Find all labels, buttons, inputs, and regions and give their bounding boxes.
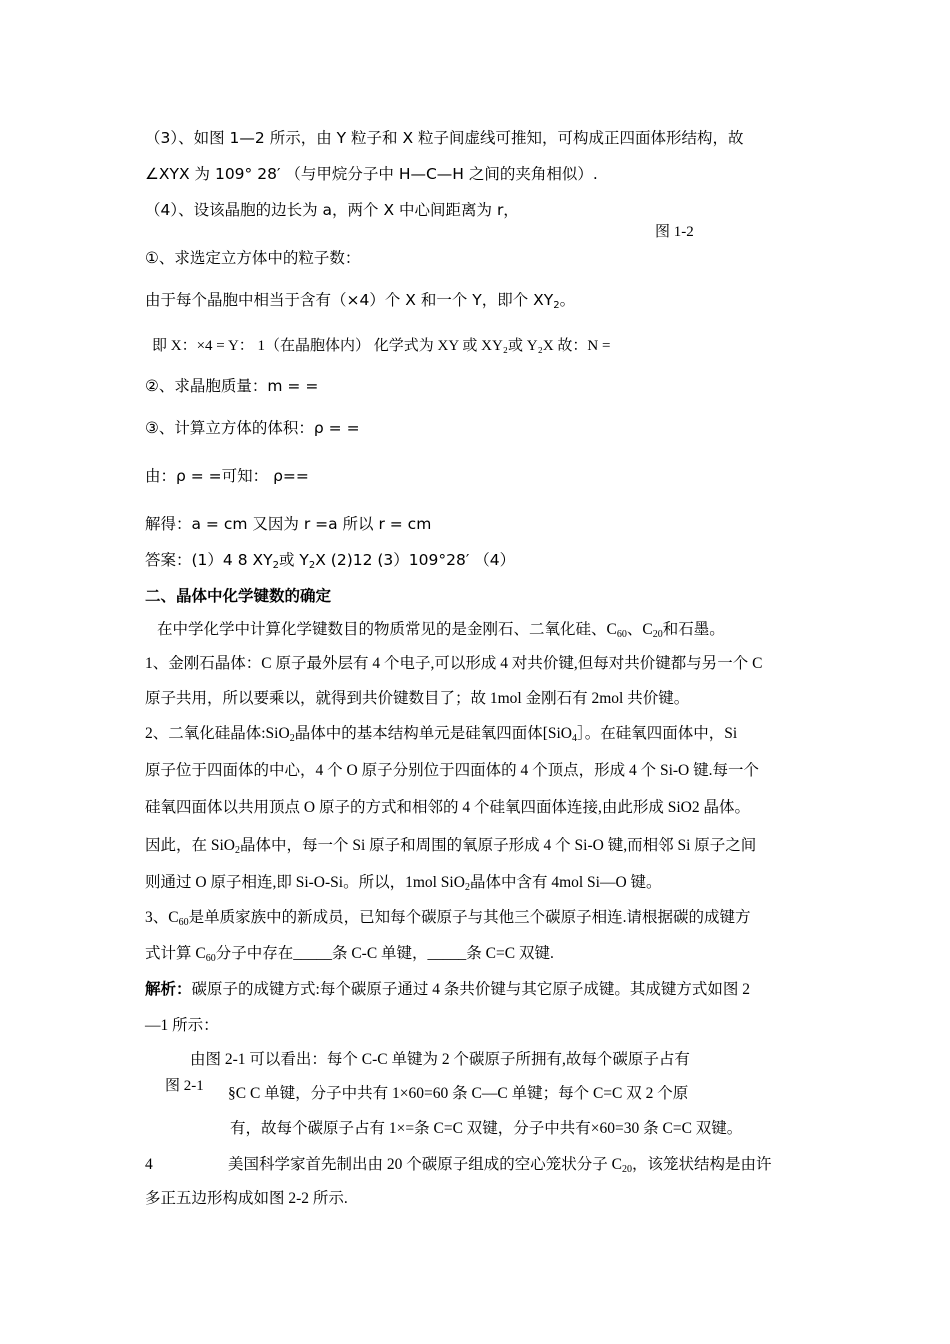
para-3-line-2: ∠XYX 为 109° 28′ （与甲烷分子中 H—C—H 之间的夹角相似）. (145, 165, 598, 183)
answer-line: 答案：(1）4 8 $XY_2$或 $Y_2X$ (2)12 (3）109°28′ （4） (145, 551, 516, 571)
sio2-line-4: 因此，在 SiO$_2$晶体中，每一个 Si 原子和周围的氧原子形成 4 个 Si-O 键,而相邻 Si 原子之间 (145, 837, 757, 856)
intro-line: 在中学化学中计算化学键数目的物质常见的是金刚石、二氧化硅、$C_{60}$、$C_{20}$和石墨。 (157, 621, 725, 640)
sio2-line-2: 原子位于四面体的中心，4 个 O 原子分别位于四面体的 4 个顶点，形成 4 个 Si-O 键.每一个 (145, 762, 759, 779)
ratio-line: 即 X：×4 = Y： 1（在晶胞体内） 化学式为 XY 或 XY₂或 Y₂X 故：N = (152, 338, 611, 354)
analysis-line-2: —1 所示： (145, 1017, 219, 1034)
c60-line-2: 式计算 $C_{60}$分子中存在_____条 C-C 单键，_____条 C=C 双键. (145, 945, 554, 964)
sio2-line-1: 2、二氧化硅晶体:SiO$_2$晶体中的基本结构单元是硅氧四面体[SiO$_4$］。在硅氧四面体中，Si (145, 725, 738, 744)
section-2-heading: 二、晶体中化学键数的确定 (145, 587, 332, 605)
sio2-line-5: 则通过 O 原子相连,即 Si-O-Si。所以，1mol SiO$_2$晶体中含有 4mol Si—O 键。 (145, 874, 662, 893)
para-3-line-1: （3）、如图 1—2 所示，由 Y 粒子和 X 粒子间虚线可推知，可构成正四面体形结构，故 (145, 129, 744, 147)
fig21-text-2: §C C 单键，分子中共有 1×60=60 条 C—C 单键；每个 C=C 双 2 个原 (228, 1085, 689, 1102)
step-3: ③、计算立方体的体积：ρ = = (145, 419, 360, 437)
figure-1-2-label: 图 1-2 (655, 224, 694, 240)
analysis-label: 解析： (145, 981, 192, 998)
solve-line: 解得：a = cm 又因为 r =a 所以 r = cm (145, 515, 432, 533)
c60-line-1: 3、$C_{60}$是单质家族中的新成员，已知每个碳原子与其他三个碳原子相连.请根据碳的成键方 (145, 909, 751, 928)
analysis-line-1: 解析：碳原子的成键方式:每个碳原子通过 4 条共价键与其它原子成键。其成键方式如图 2 (145, 981, 750, 998)
fig21-text-1: 由图 2-1 可以看出：每个 C-C 单键为 2 个碳原子所拥有,故每个碳原子占有 (190, 1051, 690, 1068)
figure-2-1-label: 图 2-1 (165, 1078, 204, 1094)
c20-line-2: 多正五边形构成如图 2-2 所示. (145, 1190, 348, 1207)
para-4: （4）、设该晶胞的边长为 a，两个 X 中心间距离为 r， (145, 201, 519, 219)
fig21-text-3: 有，故每个碳原子占有 1×=条 C=C 双键，分子中共有×60=30 条 C=C 双键。 (230, 1120, 743, 1137)
rho-line: 由：ρ = =可知： ρ== (145, 467, 309, 485)
diamond-line-2: 原子共用，所以要乘以，就得到共价键数目了；故 1mol 金刚石有 2mol 共价键。 (145, 690, 690, 707)
diamond-line-1: 1、金刚石晶体：C 原子最外层有 4 个电子,可以形成 4 对共价键,但每对共价键都与另一个 C (145, 655, 763, 672)
c20-number: 4 (145, 1156, 153, 1173)
sio2-line-3: 硅氧四面体以共用顶点 O 原子的方式和相邻的 4 个硅氧四面体连接,由此形成 SiO2 晶体。 (145, 799, 750, 816)
c20-line-1: 美国科学家首先制出由 20 个碳原子组成的空心笼状分子 $C_{20}$，该笼状结构是由许 (228, 1156, 772, 1175)
count-line: 由于每个晶胞中相当于含有（×4）个 X 和一个 Y，即个 $XY_2$。 (145, 291, 576, 311)
step-2: ②、求晶胞质量：m = = (145, 377, 319, 395)
step-1: ①、求选定立方体中的粒子数： (145, 249, 361, 267)
